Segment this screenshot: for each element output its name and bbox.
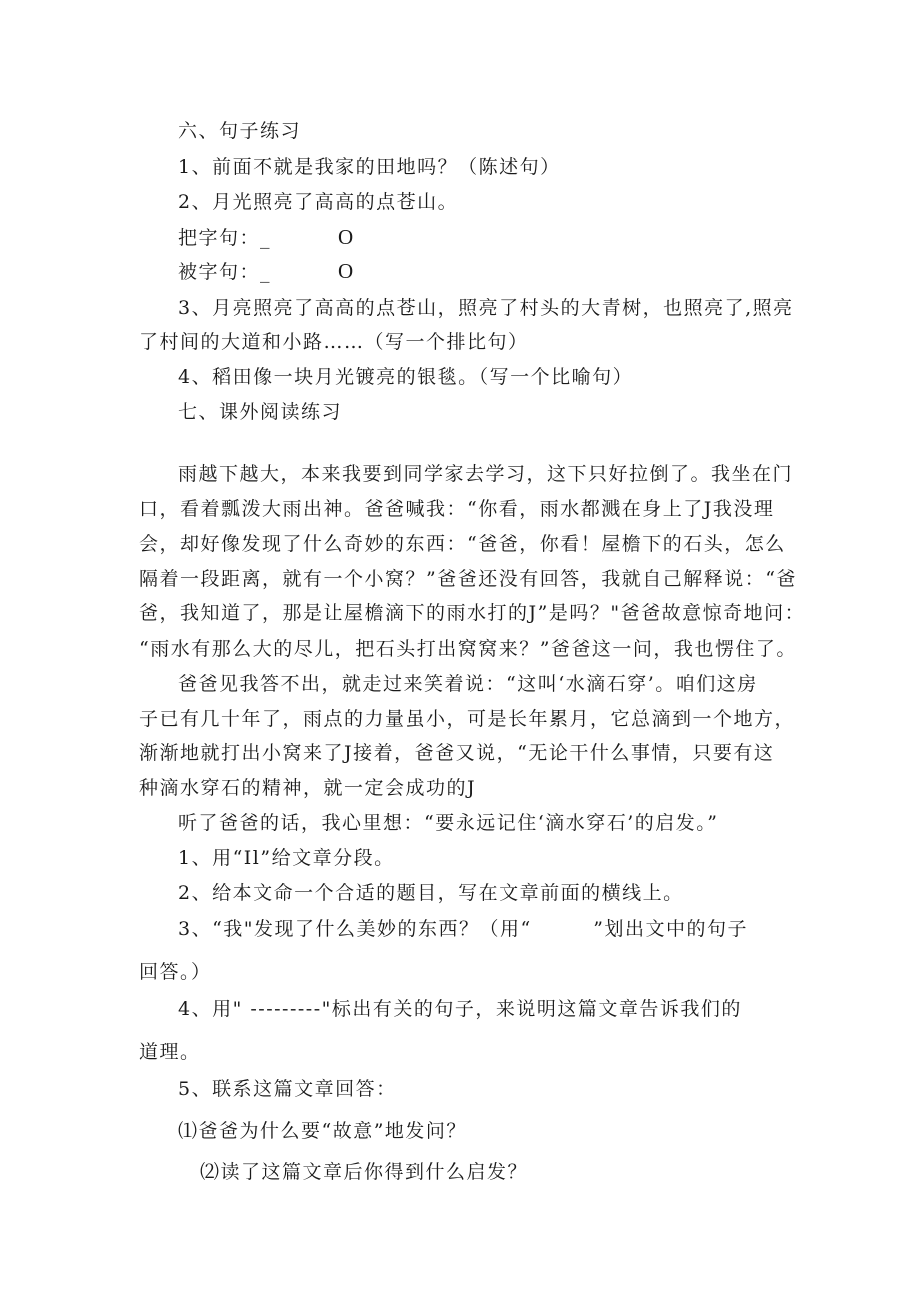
- question-2: 2、月光照亮了高高的点苍山。: [178, 191, 459, 213]
- passage-line: 会，却好像发现了什么奇妙的东西：“爸爸，你看！屋檐下的石头，怎么: [139, 533, 786, 555]
- passage-line: 爸爸见我答不出，就走过来笑着说：“这叫‘水滴石穿’。咱们这房: [178, 673, 758, 695]
- passage-line: “雨水有那么大的尽儿，把石头打出窝窝来？”爸爸这一问，我也愣住了。: [139, 638, 797, 660]
- passage-line: 听了爸爸的话，我心里想：“要永远记住‘滴水穿石’的启发。”: [178, 812, 719, 834]
- reading-question-5-2: ⑵读了这篇文章后你得到什么启发？: [200, 1161, 529, 1183]
- bei-sentence-label: 被字句：_: [178, 261, 272, 283]
- section-7-heading: 七、课外阅读练习: [178, 401, 343, 423]
- ba-sentence-end: O: [338, 225, 354, 249]
- question-1: 1、前面不就是我家的田地吗？（陈述句）: [178, 156, 561, 178]
- question-3-line-2: 了村间的大道和小路……（写一个排比句）: [139, 331, 529, 353]
- reading-question-3: 3、“我"发现了什么美妙的东西？（用“ ”划出文中的句子: [178, 918, 748, 940]
- passage-line: 隔着一段距离，就有一个小窝？”爸爸还没有回答，我就自己解释说：“爸: [139, 568, 797, 590]
- reading-question-4-cont: 道理。: [139, 1041, 201, 1063]
- reading-question-2: 2、给本文命一个合适的题目，写在文章前面的横线上。: [178, 882, 684, 904]
- passage-line: 雨越下越大，本来我要到同学家去学习，这下只好拉倒了。我坐在门: [178, 463, 794, 485]
- passage-line: 爸，我知道了，那是让屋檐滴下的雨水打的J”是吗？"爸爸故意惊奇地问：: [139, 602, 806, 624]
- reading-question-4: 4、用" ---------"标出有关的句子，来说明这篇文章告诉我们的: [178, 998, 742, 1020]
- section-6-heading: 六、句子练习: [178, 120, 302, 142]
- passage-line: 种滴水穿石的精神，就一定会成功的J: [139, 777, 477, 799]
- ba-sentence-label: 把字句：_: [178, 227, 272, 249]
- question-4: 4、稻田像一块月光镀亮的银毯。（写一个比喻句）: [178, 366, 634, 388]
- reading-question-5-1: ⑴爸爸为什么要“故意”地发问？: [178, 1120, 467, 1142]
- reading-question-1: 1、用“Il”给文章分段。: [178, 847, 395, 869]
- bei-sentence-end: O: [338, 259, 354, 283]
- reading-question-3-cont: 回答。）: [139, 961, 212, 983]
- passage-line: 口，看着瓢泼大雨出神。爸爸喊我：“你看，雨水都溅在身上了J我没理: [139, 498, 775, 520]
- reading-question-5: 5、联系这篇文章回答：: [178, 1078, 397, 1100]
- passage-line: 子已有几十年了，雨点的力量虽小，可是长年累月，它总滴到一个地方，: [139, 708, 796, 730]
- passage-line: 渐渐地就打出小窝来了J接着，爸爸又说，“无论干什么事情，只要有这: [139, 742, 775, 764]
- question-3-line-1: 3、月亮照亮了高高的点苍山，照亮了村头的大青树，也照亮了,照亮: [178, 297, 794, 319]
